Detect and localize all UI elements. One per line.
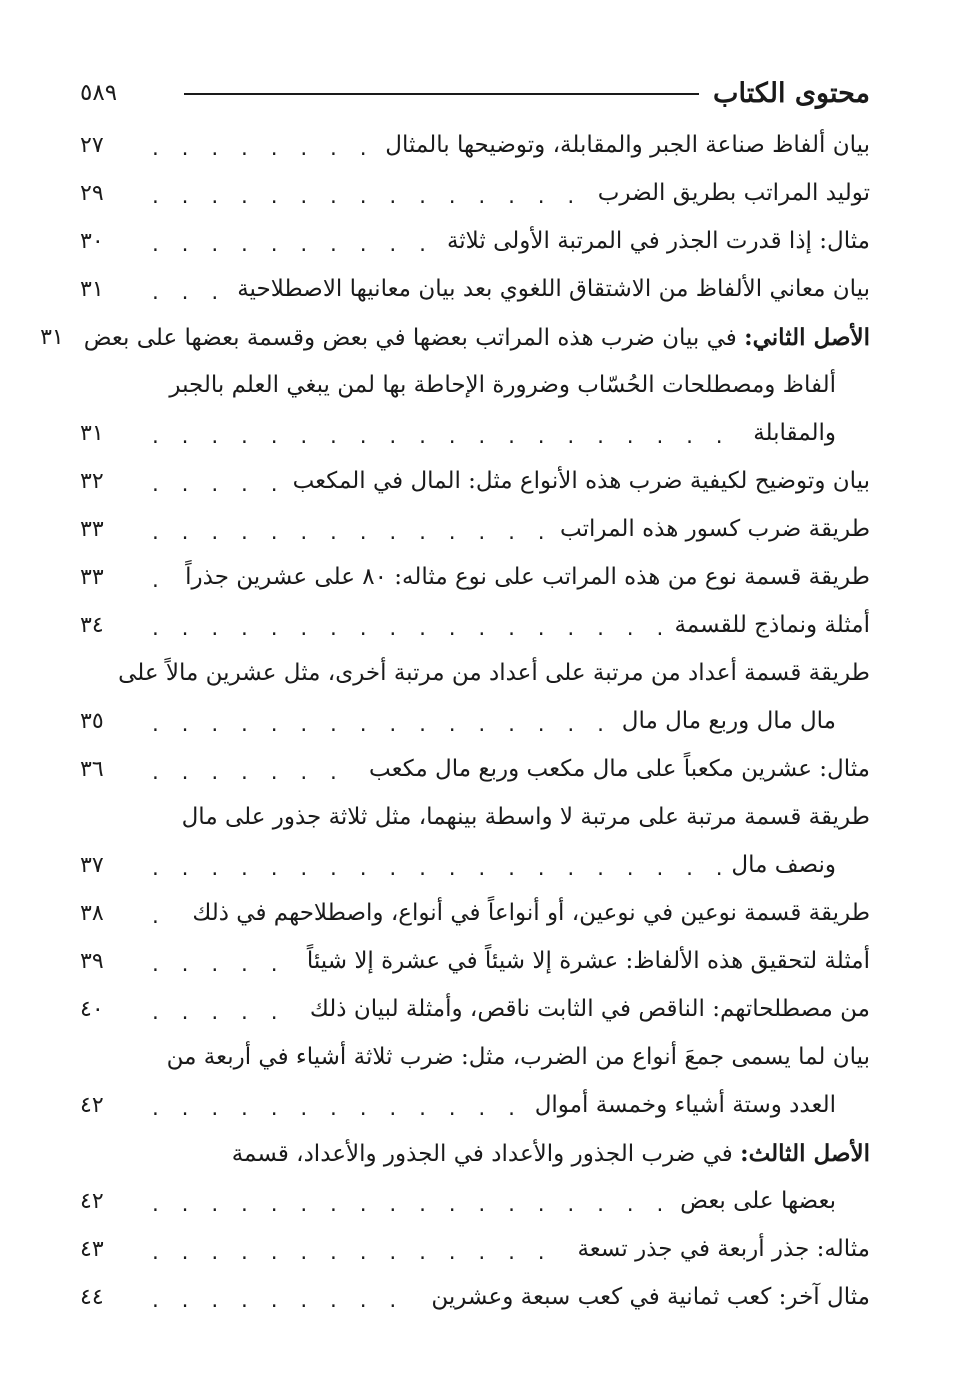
toc-entry (80, 361, 870, 409)
toc-page-number: ٣٤ (80, 612, 104, 638)
toc-entry-text (431, 1284, 870, 1310)
toc-entry-text (535, 1092, 870, 1118)
toc-entry-text (560, 516, 870, 542)
toc-page-number: ٣٦ (80, 756, 104, 782)
toc-entry (80, 265, 870, 313)
toc-entry (80, 169, 870, 217)
toc-page-number: ٤٢ (80, 1188, 104, 1214)
toc-entry-title: بعضها على بعض (680, 1188, 836, 1214)
toc-section-lead: الأصل الثاني: (744, 323, 870, 351)
toc-page-number: ٤٠ (80, 996, 104, 1022)
dot-leader (150, 715, 612, 736)
toc-entry-text (731, 852, 870, 878)
toc-page (40, 72, 870, 1321)
toc-entry (80, 697, 870, 745)
toc-entry-text (192, 900, 870, 926)
toc-entry (80, 457, 870, 505)
toc-entry (80, 793, 870, 841)
toc-entry-text (753, 420, 870, 446)
toc-entry (80, 505, 870, 553)
toc-entry-text (80, 804, 870, 830)
dot-leader (150, 523, 550, 544)
toc-entry (80, 1033, 870, 1081)
toc-entry-title: أمثلة ونماذج للقسمة (674, 612, 870, 638)
toc-entry (80, 1273, 870, 1321)
dot-leader (150, 1195, 670, 1216)
toc-entry (80, 841, 870, 889)
toc-entry-title: بيان لما يسمى جمعَ أنواع من الضرب، مثل: ضرب ثلاثة أشياء في أربعة من (166, 1044, 870, 1070)
toc-entry-text (598, 180, 870, 206)
toc-entry-text (293, 468, 870, 494)
dot-leader (150, 475, 283, 496)
dot-leader (150, 907, 182, 928)
dot-leader (150, 1099, 525, 1120)
dot-leader (150, 427, 743, 448)
toc-entry-text (307, 948, 870, 974)
toc-entry-text (80, 660, 870, 686)
toc-entry-text (674, 612, 870, 638)
toc-page-number: ٤٣ (80, 1236, 104, 1262)
toc-entry (80, 601, 870, 649)
toc-entry (80, 1177, 870, 1225)
toc-entry-title: ونصف مال (731, 852, 836, 878)
dot-leader (150, 763, 359, 784)
toc-entry (80, 985, 870, 1033)
dot-leader (150, 1243, 567, 1264)
toc-entry-text (622, 708, 870, 734)
toc-entry-text (80, 372, 870, 398)
toc-entry (80, 217, 870, 265)
toc-page-number: ٣٢ (80, 468, 104, 494)
toc-entry-text (84, 324, 870, 351)
toc-entry-text (80, 1044, 870, 1070)
dot-leader (150, 859, 721, 880)
header-rule (184, 93, 699, 95)
toc-entry (80, 937, 870, 985)
toc-entry-text (680, 1188, 870, 1214)
toc-entry-title: بيان ألفاظ صناعة الجبر والمقابلة، وتوضيحها بالمثال (385, 132, 870, 158)
toc-entry-title: بيان وتوضيح لكيفية ضرب هذه الأنواع مثل: المال في المكعب (292, 468, 870, 494)
toc-entry (80, 1081, 870, 1129)
toc-entry (80, 889, 870, 937)
toc-entry-title: مال مال وربع مال مال (621, 708, 836, 734)
dot-leader (150, 1003, 300, 1024)
toc-entry-title: طريقة قسمة نوعين في نوعين، أو أنواعاً في أنواع، واصطلاحهم في ذلك (192, 900, 870, 926)
toc-page-number: ٣١ (80, 420, 104, 446)
toc-entry-title: بيان معاني الألفاظ من الاشتقاق اللغوي بعد بيان معانيها الاصطلاحية (237, 276, 870, 302)
header-page-number: ٥٨٩ (80, 80, 118, 106)
toc-entry-text (185, 564, 870, 590)
toc-entry-text (385, 132, 870, 158)
toc-entry-title: مثال: عشرين مكعباً على مال مكعب وربع مال مكعب (369, 756, 870, 782)
toc-entry-title: طريقة ضرب كسور هذه المراتب (560, 516, 870, 542)
toc-entry-title: مثاله: جذر أربعة في جذر تسعة (577, 1236, 870, 1262)
toc-entry-title: في بيان ضرب هذه المراتب بعضها في بعض وقسمة بعضها على بعض (83, 324, 737, 351)
dot-leader (150, 187, 588, 208)
toc-section-lead: الأصل الثالث: (740, 1139, 870, 1167)
dot-leader (150, 619, 664, 640)
toc-page-number: ٣٣ (80, 564, 104, 590)
toc-entry-title: توليد المراتب بطريق الضرب (597, 180, 870, 206)
toc-page-number: ٣٥ (80, 708, 104, 734)
toc-page-number: ٣١ (80, 276, 104, 302)
dot-leader (150, 571, 175, 592)
dot-leader (150, 1291, 421, 1312)
toc-entry-title: في ضرب الجذور والأعداد في الجذور والأعداد، قسمة (231, 1140, 733, 1167)
toc-page-number: ٣٣ (80, 516, 104, 542)
toc-page-number: ٣٠ (80, 228, 104, 254)
toc-entry-text (447, 228, 870, 254)
toc-entry (80, 745, 870, 793)
toc-entry-text (310, 996, 870, 1022)
toc-entry-text (369, 756, 870, 782)
dot-leader (150, 955, 297, 976)
toc-page-number: ٣٩ (80, 948, 104, 974)
toc-page-number: ٢٩ (80, 180, 104, 206)
toc-entry-text (237, 276, 870, 302)
toc-entry (80, 649, 870, 697)
toc-entry (80, 1225, 870, 1273)
toc-entry (80, 409, 870, 457)
toc-entry-title: أمثلة لتحقيق هذه الألفاظ: عشرة إلا شيئاً في عشرة إلا شيئاً (306, 948, 870, 974)
toc-page-number: ٣١ (40, 324, 64, 350)
toc-entry-title: مثال: إذا قدرت الجذر في المرتبة الأولى ثلاثة (446, 228, 870, 254)
toc-entry-title: والمقابلة (753, 420, 836, 446)
toc-entry (80, 121, 870, 169)
dot-leader (150, 139, 375, 160)
toc-entry-title: مثال آخر: كعب ثمانية في كعب سبعة وعشرين (431, 1284, 870, 1310)
toc-entry-title: طريقة قسمة أعداد من مرتبة على أعداد من مرتبة أخرى، مثل عشرين مالاً على (118, 660, 870, 686)
toc-list (40, 121, 870, 1321)
toc-entry (80, 1129, 870, 1177)
toc-entry-title: طريقة قسمة مرتبة على مرتبة لا واسطة بينهما، مثل ثلاثة جذور على مال (181, 804, 870, 830)
dot-leader (150, 283, 227, 304)
toc-entry-text (577, 1236, 870, 1262)
toc-page-number: ٤٤ (80, 1284, 104, 1310)
dot-leader (150, 235, 437, 256)
toc-page-number: ٢٧ (80, 132, 104, 158)
toc-entry-title: العدد وستة أشياء وخمسة أموال (534, 1092, 836, 1118)
toc-page-number: ٣٨ (80, 900, 104, 926)
toc-entry-text (80, 1140, 870, 1167)
toc-entry (40, 313, 870, 361)
toc-entry-title: طريقة قسمة نوع من هذه المراتب على نوع مثاله: ٨٠ على عشرين جذراً (185, 564, 870, 590)
running-header (80, 72, 870, 114)
header-title: محتوى الكتاب (713, 77, 870, 109)
toc-page-number: ٣٧ (80, 852, 104, 878)
toc-page-number: ٤٢ (80, 1092, 104, 1118)
toc-entry-title: ألفاظ ومصطلحات الحُسّاب وضرورة الإحاطة بها لمن يبغي العلم بالجبر (169, 372, 836, 398)
toc-entry-title: من مصطلحاتهم: الناقص في الثابت ناقص، وأمثلة لبيان ذلك (309, 996, 870, 1022)
toc-entry (80, 553, 870, 601)
